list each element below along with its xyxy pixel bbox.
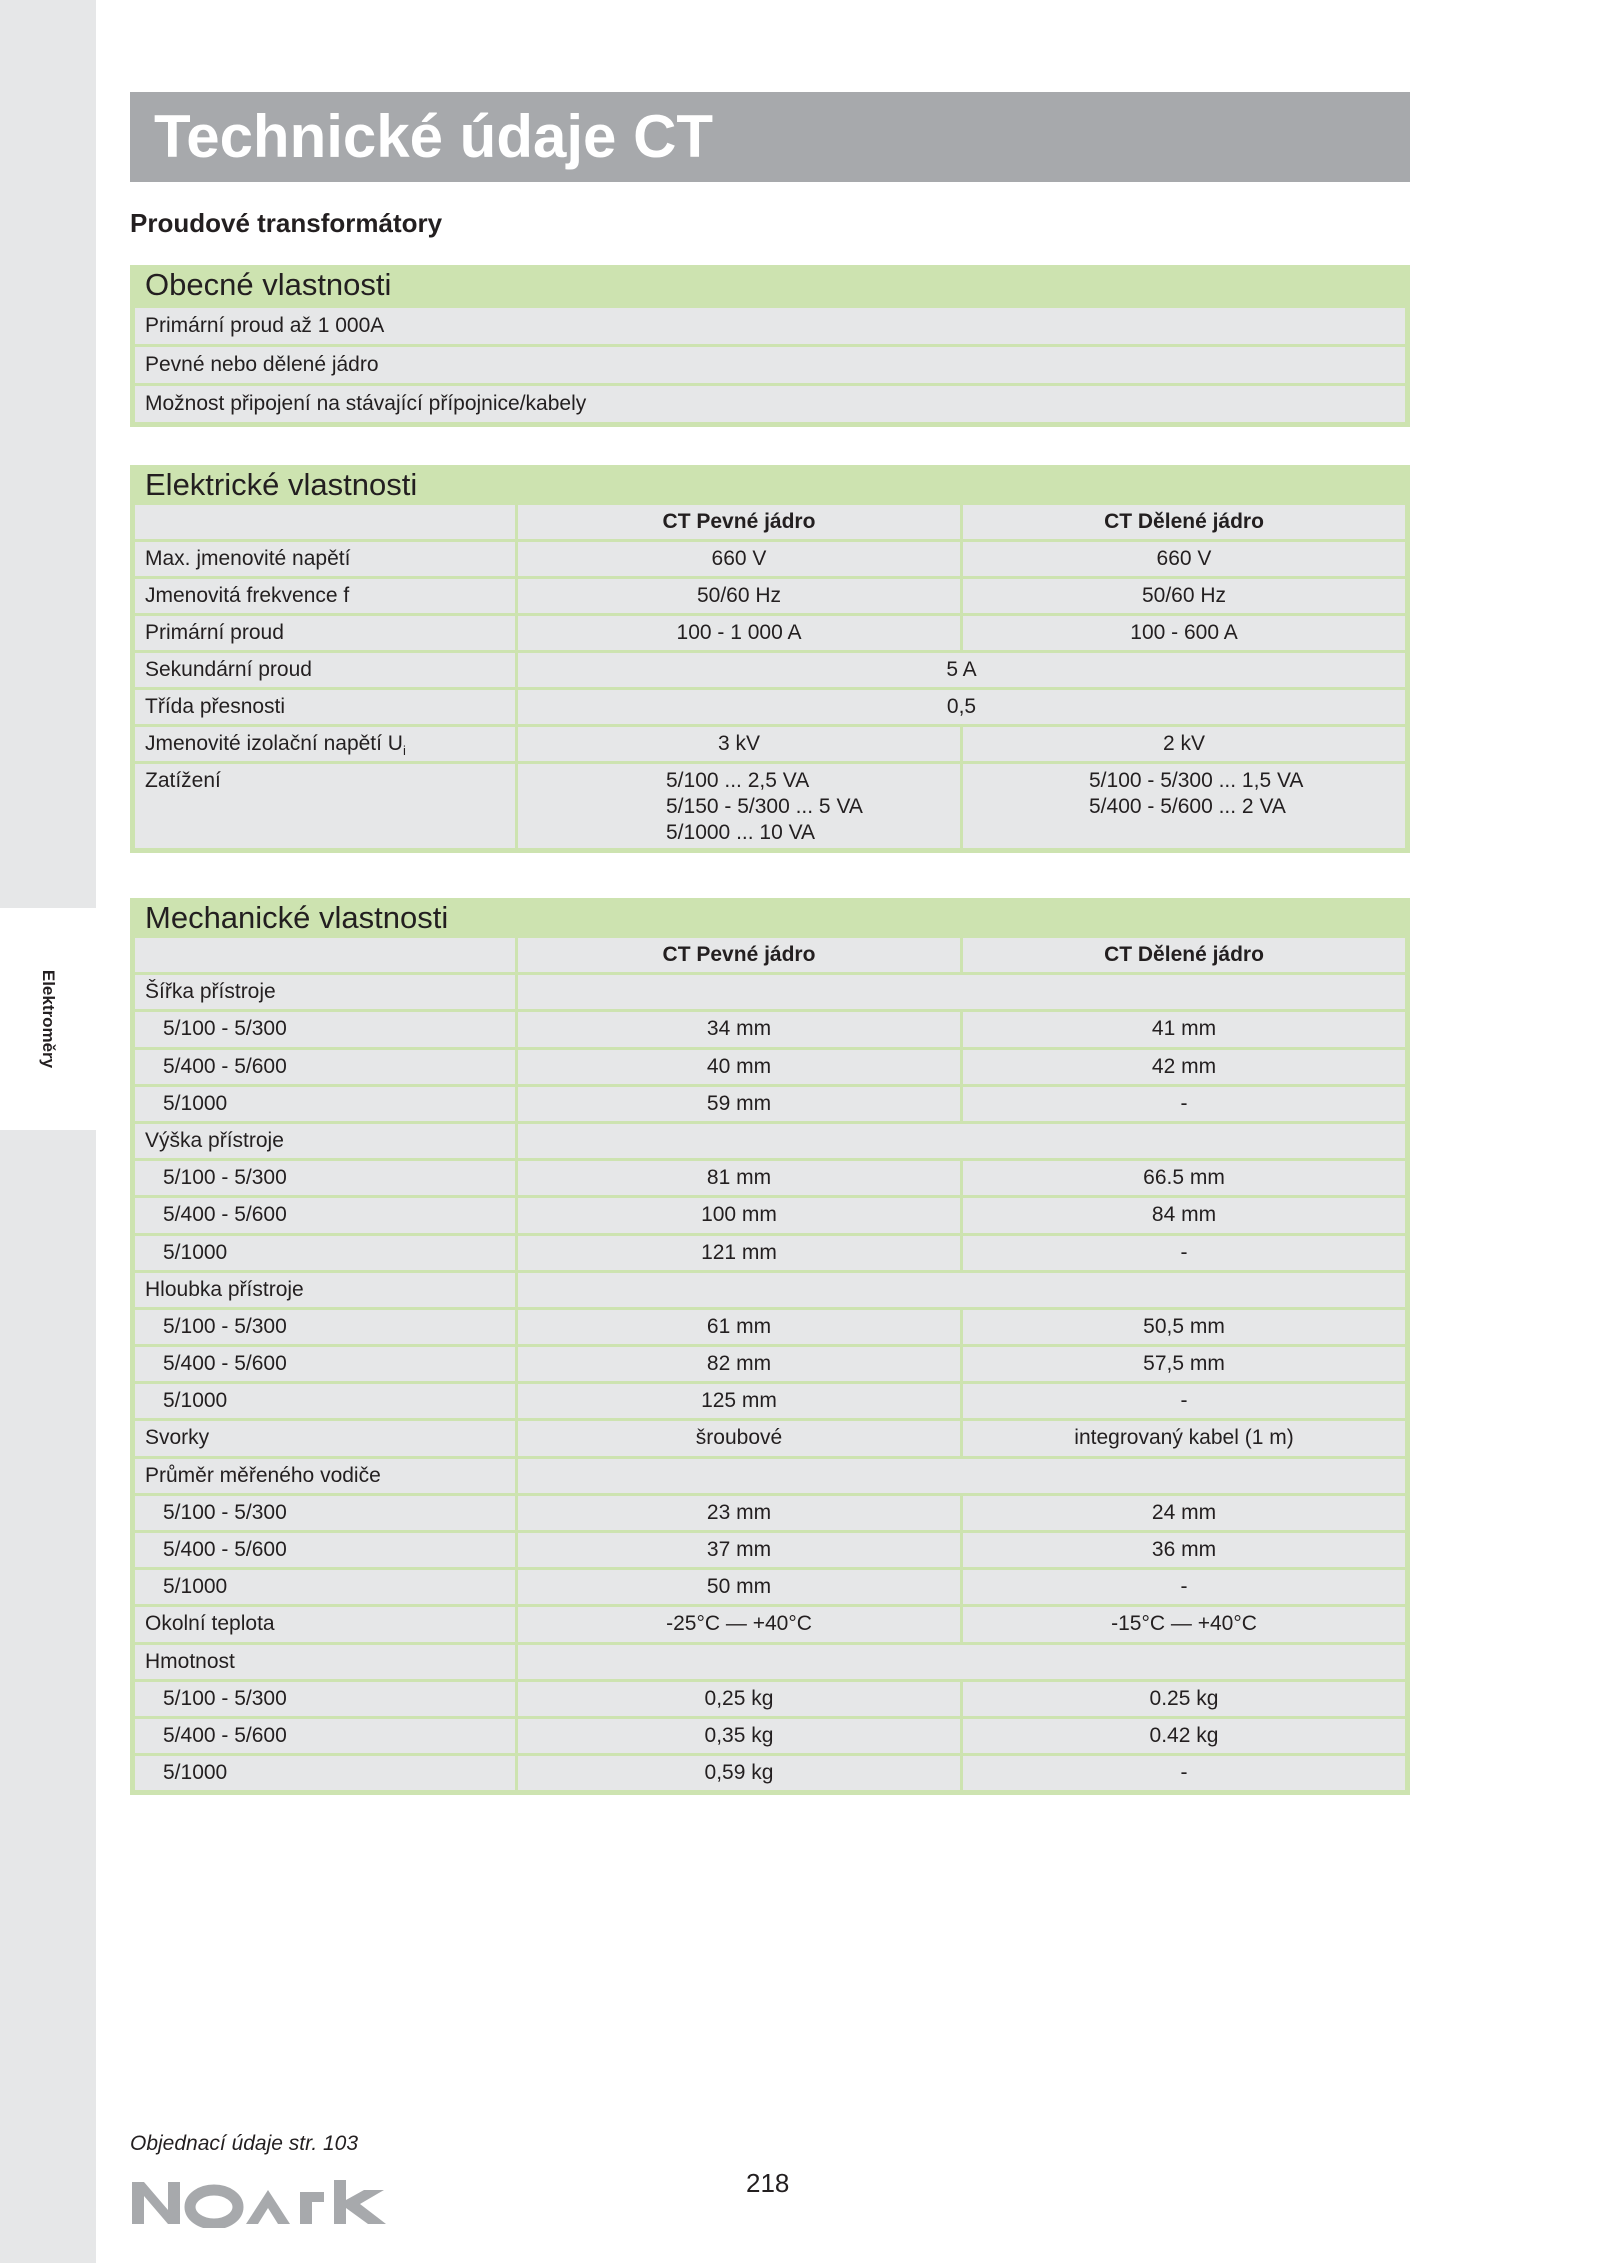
row-value-fixed: 0,35 kg [518,1719,960,1753]
table-row [135,727,1405,761]
table-row [135,1496,1405,1530]
row-label: 5/1000 [135,1570,515,1604]
general-row [135,308,1405,344]
load-line: 5/100 ... 2,5 VA [666,769,810,792]
table-header-row [135,505,1405,539]
row-label: 5/400 - 5/600 [135,1198,515,1232]
row-value-split [963,764,1405,848]
row-label: 5/1000 [135,1236,515,1270]
general-section [130,265,1410,427]
row-value-split: - [963,1236,1405,1270]
mechanical-heading: Mechanické vlastnosti [145,900,449,935]
table-row [135,1087,1405,1121]
row-value-shared: 5 A [518,653,1405,687]
group-row-blank [518,1273,1405,1307]
table-row [135,542,1405,576]
row-value-fixed: 100 mm [518,1198,960,1232]
electrical-section [130,465,1410,853]
row-label: 5/400 - 5/600 [135,1719,515,1753]
row-label-subscript: i [402,743,406,759]
group-row-blank [518,1459,1405,1493]
load-line: 5/150 - 5/300 ... 5 VA [666,795,863,818]
header-split-core: CT Dělené jádro [963,938,1405,972]
row-value-split: - [963,1570,1405,1604]
row-value-split: 50,5 mm [963,1310,1405,1344]
row-label [135,542,515,576]
row-label: Hloubka přístroje [135,1273,515,1307]
table-row [135,1570,1405,1604]
table-row [135,653,1405,687]
row-label: Průměr měřeného vodiče [135,1459,515,1493]
general-heading: Obecné vlastnosti [145,267,392,302]
row-value-fixed: 61 mm [518,1310,960,1344]
row-value-split: 66.5 mm [963,1161,1405,1195]
page-number: 218 [746,2168,790,2198]
table-row [135,1756,1405,1790]
table-row [135,1421,1405,1455]
row-label [135,653,515,687]
row-label: Svorky [135,1421,515,1455]
row-label-text: Třída přesnosti [145,695,286,718]
row-value-fixed: šroubové [518,1421,960,1455]
general-item: Možnost připojení na stávající přípojnice/kabely [135,386,1405,422]
electrical-heading: Elektrické vlastnosti [145,467,418,502]
header-fixed-core: CT Pevné jádro [518,938,960,972]
row-label: 5/1000 [135,1384,515,1418]
row-label: 5/100 - 5/300 [135,1310,515,1344]
row-label: 5/100 - 5/300 [135,1682,515,1716]
table-row [135,1198,1405,1232]
row-label-text: Jmenovité izolační napětí U [145,732,403,755]
row-label: Zatížení [135,764,515,848]
row-value-split: -15°C — +40°C [963,1607,1405,1641]
header-split-core: CT Dělené jádro [963,505,1405,539]
row-value-split: 41 mm [963,1012,1405,1046]
load-line: 5/1000 ... 10 VA [666,821,816,844]
group-row [135,1459,1405,1493]
row-value-split: 0.25 kg [963,1682,1405,1716]
row-label: 5/100 - 5/300 [135,1012,515,1046]
page-title: Technické údaje CT [154,103,714,170]
row-label: Šířka přístroje [135,975,515,1009]
table-row [135,1533,1405,1567]
row-value-shared: 0,5 [518,690,1405,724]
row-value-fixed: 660 V [518,542,960,576]
row-label-text: Max. jmenovité napětí [145,547,351,570]
header-blank [135,938,515,972]
table-row [135,1050,1405,1084]
row-value-fixed: 23 mm [518,1496,960,1530]
row-value-fixed: -25°C — +40°C [518,1607,960,1641]
group-row [135,1124,1405,1158]
title-bar [130,92,1410,182]
row-value-split: 24 mm [963,1496,1405,1530]
row-value-split: - [963,1087,1405,1121]
general-row [135,386,1405,422]
row-value-fixed [518,764,960,848]
load-line: 5/400 - 5/600 ... 2 VA [1089,795,1286,818]
table-row [135,616,1405,650]
row-value-fixed: 50/60 Hz [518,579,960,613]
row-label [135,690,515,724]
row-label: 5/400 - 5/600 [135,1050,515,1084]
row-value-fixed: 100 - 1 000 A [518,616,960,650]
row-label: 5/100 - 5/300 [135,1161,515,1195]
group-row-blank [518,975,1405,1009]
mechanical-section [130,898,1410,1795]
group-row-blank [518,1124,1405,1158]
row-label: 5/400 - 5/600 [135,1533,515,1567]
row-label: 5/1000 [135,1756,515,1790]
group-row [135,975,1405,1009]
row-label: 5/100 - 5/300 [135,1496,515,1530]
row-value-fixed: 50 mm [518,1570,960,1604]
side-tab-label: Elektroměry [39,969,58,1069]
row-value-split: 36 mm [963,1533,1405,1567]
row-label: 5/1000 [135,1087,515,1121]
row-value-split: - [963,1756,1405,1790]
row-value-fixed: 0,25 kg [518,1682,960,1716]
row-value-split: - [963,1384,1405,1418]
row-value-fixed: 121 mm [518,1236,960,1270]
row-label-text: Sekundární proud [145,658,312,681]
row-label: Hmotnost [135,1645,515,1679]
row-value-split: integrovaný kabel (1 m) [963,1421,1405,1455]
table-row [135,1347,1405,1381]
row-value-split: 2 kV [963,727,1405,761]
header-blank [135,505,515,539]
row-label: Výška přístroje [135,1124,515,1158]
row-value-fixed: 3 kV [518,727,960,761]
table-row [135,1384,1405,1418]
row-value-fixed: 125 mm [518,1384,960,1418]
page-subtitle: Proudové transformátory [130,208,443,238]
row-label: Okolní teplota [135,1607,515,1641]
table-row [135,1682,1405,1716]
row-label [135,579,515,613]
table-row [135,1236,1405,1270]
group-row [135,1645,1405,1679]
row-value-fixed: 59 mm [518,1087,960,1121]
row-value-fixed: 82 mm [518,1347,960,1381]
table-row [135,1607,1405,1641]
general-item: Pevné nebo dělené jádro [135,347,1405,383]
row-value-split: 660 V [963,542,1405,576]
row-value-split: 84 mm [963,1198,1405,1232]
row-value-split: 100 - 600 A [963,616,1405,650]
group-row [135,1273,1405,1307]
header-fixed-core: CT Pevné jádro [518,505,960,539]
row-value-fixed: 40 mm [518,1050,960,1084]
row-value-split: 50/60 Hz [963,579,1405,613]
table-row [135,579,1405,613]
row-value-fixed: 34 mm [518,1012,960,1046]
table-header-row [135,938,1405,972]
row-label: 5/400 - 5/600 [135,1347,515,1381]
row-value-split: 42 mm [963,1050,1405,1084]
table-row [135,1161,1405,1195]
row-label-text: Jmenovitá frekvence f [145,584,350,607]
noark-logo [128,2176,388,2228]
general-item: Primární proud až 1 000A [135,308,1405,344]
row-label [135,727,515,761]
row-value-fixed: 37 mm [518,1533,960,1567]
group-row-blank [518,1645,1405,1679]
table-row [135,1719,1405,1753]
general-row [135,347,1405,383]
row-value-fixed: 0,59 kg [518,1756,960,1790]
row-label [135,616,515,650]
table-row [135,1012,1405,1046]
order-reference: Objednací údaje str. 103 [130,2132,359,2155]
row-value-split: 57,5 mm [963,1347,1405,1381]
row-value-split: 0.42 kg [963,1719,1405,1753]
table-row [135,690,1405,724]
table-row [135,1310,1405,1344]
table-row-load [135,764,1405,848]
row-label-text: Primární proud [145,621,284,644]
row-value-fixed: 81 mm [518,1161,960,1195]
load-line: 5/100 - 5/300 ... 1,5 VA [1089,769,1304,792]
